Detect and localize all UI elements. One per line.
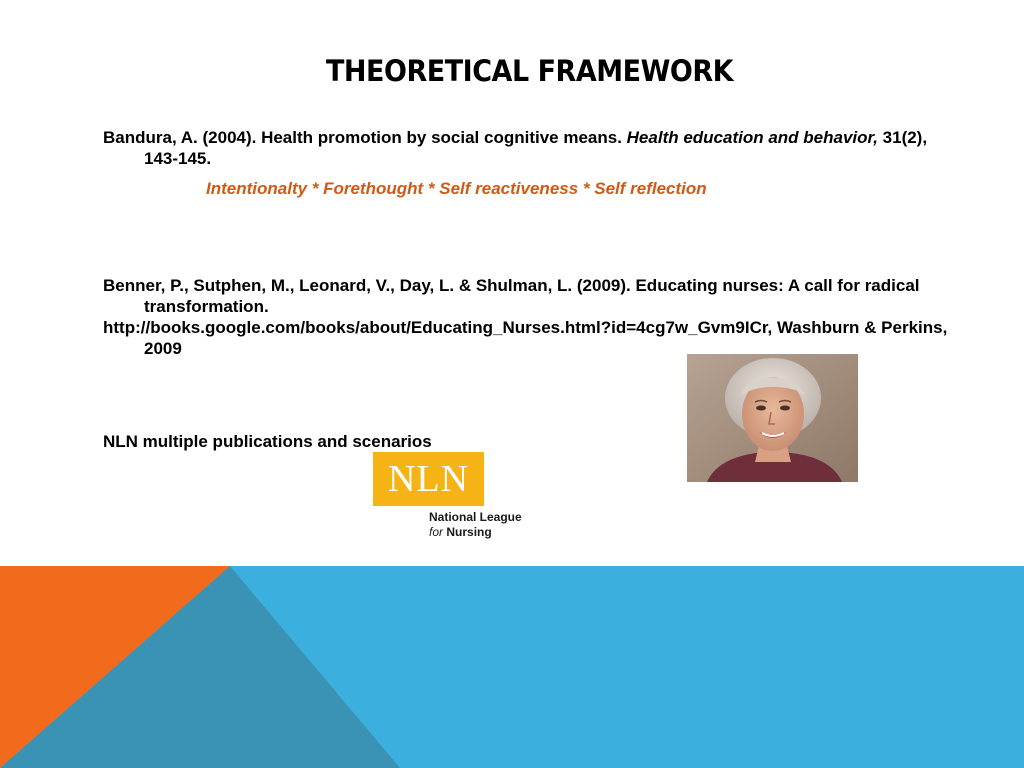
nln-logo: [373, 452, 543, 542]
nln-logo-box: [373, 452, 484, 506]
footer-decoration: [0, 566, 1024, 768]
nln-logo-for: for: [429, 525, 444, 539]
nln-logo-acronym: NLN: [387, 458, 470, 500]
reference-benner-text: Benner, P., Sutphen, M., Leonard, V., Day, L. & Shulman, L. (2009). Educating nurses: A call for radical transformation.: [103, 276, 920, 316]
slide-title: THEORETICAL FRAMEWORK: [326, 54, 734, 88]
reference-bandura-volume: 31(2), 143-145.: [144, 128, 928, 168]
nln-logo-name-line2: [429, 525, 492, 539]
framework-themes: Intentionalty * Forethought * Self reactiveness * Self reflection: [206, 179, 707, 198]
reference-nln: NLN multiple publications and scenarios: [103, 432, 432, 451]
reference-bandura: [103, 127, 964, 169]
reference-bandura-text: Bandura, A. (2004). Health promotion by social cognitive means.: [103, 128, 627, 147]
reference-benner: [103, 275, 964, 359]
nln-logo-name-line1: National League: [429, 510, 522, 524]
reference-benner-url: http://books.google.com/books/about/Educating_Nurses.html?id=4cg7w_Gvm9ICr, Washburn & Perkins, 2009: [103, 318, 948, 358]
nln-logo-nursing: Nursing: [446, 525, 492, 539]
reference-bandura-journal: Health education and behavior,: [626, 128, 878, 147]
portrait-photo: [687, 354, 858, 482]
